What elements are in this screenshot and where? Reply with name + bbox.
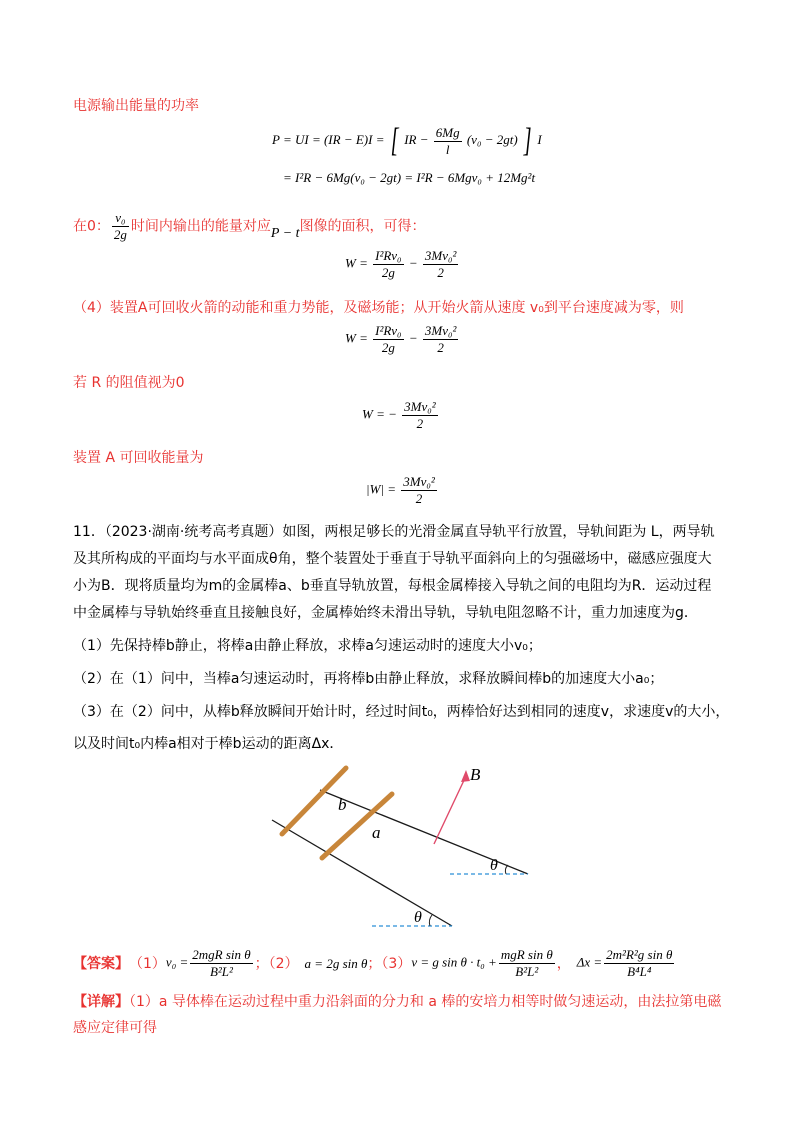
answer-4: Δx = $\frac{\text{2m²R²g sin θ}}{\text{B⁴L⁴}}$ (576, 947, 673, 979)
w-equation-3: W = − $\frac{\text{3Mv₀²}}{2}$ (362, 399, 436, 431)
label-B: B (470, 765, 481, 784)
detail-line-1: 【详解】（1）a 导体棒在运动过程中重力沿斜面的分力和 a 棒的安培力相等时做匀速运动，由法拉第电磁 (73, 994, 722, 1010)
detail-tag: 【详解】 (73, 994, 129, 1010)
interval-mid: 时间内输出的能量对应 (130, 218, 271, 235)
angle-arc-bottom (429, 915, 432, 926)
power-line2: = I²R − 6Mg(v₀ − 2gt) = I²R − 6Mgv₀ + 12Mg²t (283, 170, 536, 185)
problem-line-2: 及其所构成的平面均与水平面成θ角，整个装置处于垂直于导轨平面斜向上的匀强磁场中，磁感应强度大 (73, 551, 712, 567)
label-b: b (338, 795, 347, 814)
power-inner-b: (v₀ − 2gt) (466, 131, 518, 147)
w-equation-4: |W| = $\frac{\text{3Mv₀²}}{2}$ (366, 474, 435, 506)
problem-line-1: 11．（2023·湖南·统考高考真题）如图，两根足够长的光滑金属直导轨平行放置，导轨间距为 L，两导轨 (73, 524, 715, 540)
power-lhs: P = UI = (IR − E)I = (272, 131, 385, 147)
problem-line-3: 小为B．现将质量均为m的金属棒a、b垂直导轨放置，每根金属棒接入导轨之间的电阻均为R．运动过程 (73, 578, 712, 594)
bracket-left: [ (390, 122, 399, 159)
rod-a (322, 794, 392, 858)
interval-fraction: $\frac{\text{v₀}}{2g}$ (113, 210, 127, 242)
bracket-right: ] (523, 122, 532, 159)
b-field-arrowhead (461, 770, 470, 782)
angle-theta-top: θ (490, 857, 498, 874)
answer-line: 【答案】 （1） v₀ = $\frac{\text{2mgR sin θ}}{\text{B²L²}}$ ；（2） a = 2g sin θ ；（3） v = g sin θ · t₀ + $\frac{\text{mgR sin θ}}{\text{B²L²}}$ ， Δx = $\frac{\text{2m²R²g sin θ}}{\text{B⁴L⁴}}$ (73, 947, 676, 980)
rail-bottom (272, 820, 452, 926)
r-zero-text: 若 R 的阻值视为0 (73, 375, 185, 391)
power-tail: I (537, 131, 542, 147)
problem-line-4: 中金属棒与导轨始终垂直且接触良好，金属棒始终未滑出导轨，导轨电阻忽略不计，重力加速度为g． (73, 605, 698, 621)
question-3-line-2: 以及时间t₀内棒a相对于棒b运动的距离Δx． (73, 736, 344, 752)
question-1: （1）先保持棒b静止，将棒a由静止释放，求棒a匀速运动时的速度大小v₀； (73, 638, 542, 654)
power-inner-a: IR − (404, 131, 429, 147)
answer-3: v = g sin θ · t₀ + $\frac{\text{mgR sin θ}}{\text{B²L²}}$ (411, 947, 553, 979)
power-equation (272, 124, 542, 158)
w-equation-1: W = $\frac{\text{I²Rv₀}}{2g}$ − $\frac{\text{3Mv₀²}}{2}$ (345, 248, 457, 280)
label-a: a (372, 823, 381, 842)
interval-prefix: 在0： (73, 218, 110, 235)
w-equation-2: W = $\frac{\text{I²Rv₀}}{2g}$ − $\frac{\text{3Mv₀²}}{2}$ (345, 323, 457, 355)
answer-tag: 【答案】 (73, 955, 129, 972)
answer-1: v₀ = $\frac{\text{2mgR sin θ}}{\text{B²L²}}$ (165, 947, 251, 979)
question-3-line-1: （3）在（2）问中，从棒b释放瞬间开始计时，经过时间t₀，两棒恰好达到相同的速度v，求速度v的大小， (73, 704, 730, 720)
interval-suffix: 图像的面积，可得： (299, 218, 426, 235)
answer-2: a = 2g sin θ (304, 955, 368, 971)
interval-graph: P − t (270, 225, 300, 241)
b-field-arrow (434, 776, 466, 844)
detail-line-2: 感应定律可得 (73, 1020, 157, 1036)
interval-line (73, 210, 426, 243)
recover-text: 装置 A 可回收能量为 (73, 450, 204, 466)
heading-power: 电源输出能量的功率 (73, 98, 199, 114)
part4-text: （4）装置A可回收火箭的动能和重力势能，及磁场能；从开始火箭从速度 v₀到平台速度减为零，则 (73, 300, 684, 316)
angle-theta-bottom: θ (414, 909, 422, 926)
power-fraction: $\frac{6Mg}{l}$ (435, 124, 460, 157)
rails-diagram (260, 762, 550, 934)
question-2: （2）在（1）问中，当棒a匀速运动时，再将棒b由静止释放，求释放瞬间棒b的加速度大小a₀； (73, 671, 664, 687)
rod-b (282, 768, 346, 834)
